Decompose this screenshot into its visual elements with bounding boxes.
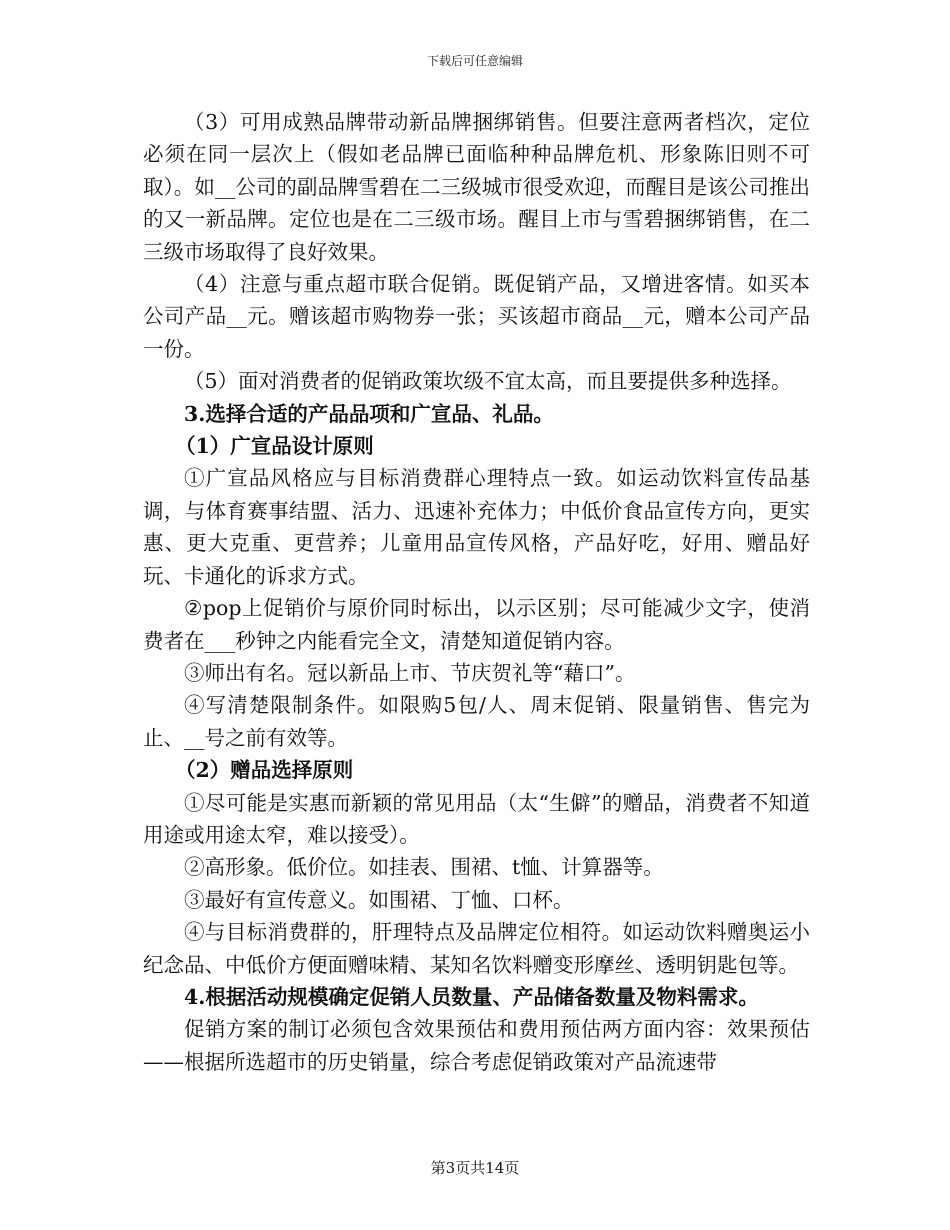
paragraph-estimate: 促销方案的制订必须包含效果预估和费用预估两方面内容：效果预估——根据所选超市的历史销量，综合考虑促销政策对产品流速带 <box>143 1017 810 1074</box>
ad-principle-4: ④写清楚限制条件。如限购5包/人、周末促销、限量销售、售完为止、__号之前有效等。 <box>143 693 810 750</box>
section-heading-3: 3.选择合适的产品品项和广宣品、礼品。 <box>184 401 554 426</box>
gift-principle-1: ①尽可能是实惠而新颖的常见用品（太“生僻”的赠品，消费者不知道用途或用途太窄，难以接受）。 <box>143 790 810 847</box>
ad-principle-1: ①广宣品风格应与目标消费群心理特点一致。如运动饮料宣传品基调，与体育赛事结盟、活力、迅速补充体力；中低价食品宣传方向，更实惠、更大克重、更营养；儿童用品宣传风格，产品好吃，好用、赠品好玩、卡通化的诉求方式。 <box>143 466 810 588</box>
subsection-heading-gift: （2）赠品选择原则 <box>175 758 354 783</box>
document-body <box>143 106 810 1078</box>
page-number: 第3页共14页 <box>430 1159 520 1177</box>
ad-principle-2: ②pop上促销价与原价同时标出，以示区别；尽可能减少文字，使消费者在___秒钟之内能看完全文，清楚知道促销内容。 <box>143 596 810 653</box>
subsection-heading-ad-design: （1）广宣品设计原则 <box>175 434 374 459</box>
gift-principle-3: ③最好有宣传意义。如围裙、丁恤、口杯。 <box>184 887 574 912</box>
ad-principle-3: ③师出有名。冠以新品上市、节庆贺礼等“藉口”。 <box>184 660 636 685</box>
paragraph-item-4: （4）注意与重点超市联合促销。既促销产品，又增进客情。如买本公司产品__元。赠该超市购物券一张；买该超市商品__元，赠本公司产品一份。 <box>143 272 810 361</box>
page-header: 下载后可任意编辑 <box>426 54 523 68</box>
paragraph-item-3: （3）可用成熟品牌带动新品牌捆绑销售。但要注意两者档次，定位必须在同一层次上（假如老品牌已面临种种品牌危机、形象陈旧则不可取）。如__公司的副品牌雪碧在二三级城市很受欢迎，而醒目是该公司推出的又一新品牌。定位也是在二三级市场。醒目上市与雪碧捆绑销售，在二三级市场取得了良好效果。 <box>143 110 810 264</box>
gift-principle-2: ②高形象。低价位。如挂表、围裙、t恤、计算器等。 <box>184 855 664 880</box>
section-heading-4: 4.根据活动规模确定促销人员数量、产品储备数量及物料需求。 <box>184 984 759 1009</box>
paragraph-item-5: （5）面对消费者的促销政策坎级不宜太高，而且要提供多种选择。 <box>184 369 792 394</box>
gift-principle-4: ④与目标消费群的，肝理特点及品牌定位相符。如运动饮料赠奥运小纪念品、中低价方便面赠味精、某知名饮料赠变形摩丝、透明钥匙包等。 <box>143 920 810 977</box>
